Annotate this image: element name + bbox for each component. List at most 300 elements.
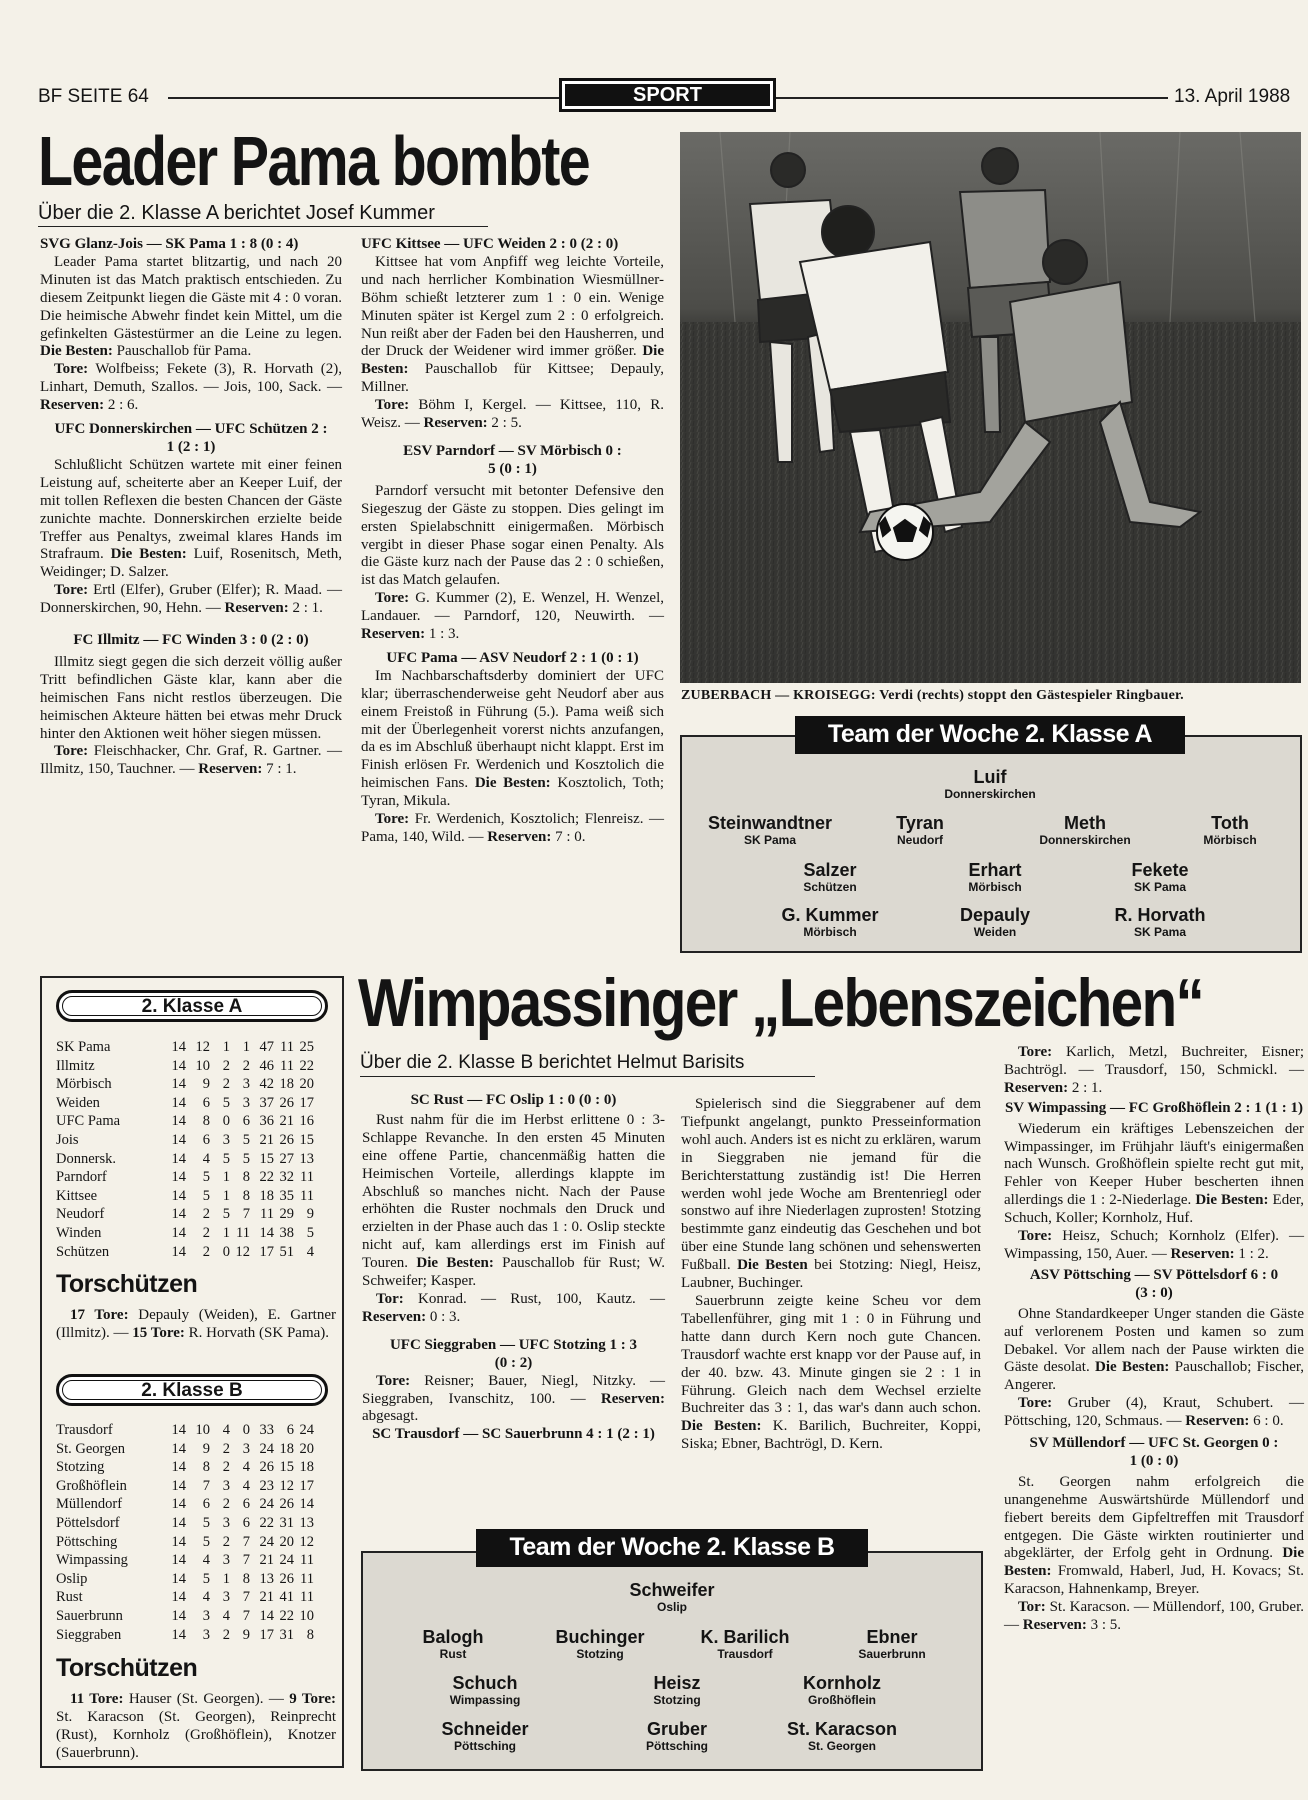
stat-cell: 21 xyxy=(259,1589,274,1606)
stat-cell: 1 xyxy=(222,1187,230,1204)
match-goals: Tor: St. Karacson. — Müllendorf, 100, Gruber. — Reserven: 3 : 5. xyxy=(1004,1599,1305,1634)
team-name-cell: Müllendorf xyxy=(56,1496,123,1513)
stat-cell: 26 xyxy=(279,1094,294,1111)
stat-cell: 7 xyxy=(242,1607,250,1624)
stat-cell: 14 xyxy=(171,1224,186,1241)
match-goals: Tore: Karlich, Metzl, Buchreiter, Eisner; Bachtrögl. — Trausdorf, 150, Schmickl. — Reserven: 2 : 1. xyxy=(1004,1044,1305,1096)
team-name-cell: Oslip xyxy=(56,1570,88,1587)
match-heading: FC Illmitz — FC Winden 3 : 0 (2 : 0) xyxy=(73,632,309,649)
section-label-box xyxy=(559,78,776,112)
stat-cell: 10 xyxy=(195,1057,210,1074)
stat-cell: 29 xyxy=(279,1206,294,1223)
stat-cell: 5 xyxy=(202,1169,210,1186)
stat-cell: 26 xyxy=(259,1459,274,1476)
match-heading: UFC Pama — ASV Neudorf 2 : 1 (0 : 1) xyxy=(386,649,639,666)
team-name-cell: Winden xyxy=(56,1224,102,1241)
stat-cell: 1 xyxy=(222,1570,230,1587)
player-entry: Schweifer Oslip xyxy=(629,1580,715,1614)
table-row xyxy=(56,1038,314,1057)
stat-cell: 20 xyxy=(279,1533,294,1550)
stat-cell: 5 xyxy=(242,1131,250,1148)
stat-cell: 3 xyxy=(222,1477,230,1494)
match-report: Ohne Standardkeeper Unger standen die Gäste auf verlorenem Posten und kamen so zum Debakel. Vor allem nach der Pause wirkten die Gäste desolat. Die Besten: Pauschallob; Fischer, Angerer. xyxy=(1004,1305,1304,1394)
player-entry: Kornholz Großhöflein xyxy=(803,1673,881,1707)
player-entry: Tyran Neudorf xyxy=(896,813,944,847)
stat-cell: 5 xyxy=(222,1150,230,1167)
table-row xyxy=(56,1440,314,1459)
team-name-cell: Jois xyxy=(56,1131,79,1148)
stat-cell: 14 xyxy=(171,1243,186,1260)
stat-cell: 6 xyxy=(202,1094,210,1111)
stat-cell: 0 xyxy=(222,1243,230,1260)
match-report: Im Nachbarschaftsderby dominiert der UFC klar; überraschenderweise geht Neudorf aber aus einem Freistoß in Führung (5.). Pama weiß sich mit der Überlegenheit vorerst nichts anzufangen, da es im Abschluß überhaupt nicht klappt. Erst im Finish erlösen Fr. Werdenich und Kosztolich die heimischen Fans. Die Besten: Kosztolich, Toth; Tyran, Mikula. xyxy=(361,667,664,810)
player-entry: G. Kummer Mörbisch xyxy=(781,905,879,939)
player-entry: Toth Mörbisch xyxy=(1203,813,1257,847)
team-of-week-b-title: Team der Woche 2. Klasse B xyxy=(476,1529,868,1567)
match-report: Parndorf versucht mit betonter Defensive den Siegeszug der Gäste zu stoppen. Dies gelingt im ersten Spielabschnitt einigermaßen. Mörbisch vergibt in dieser Phase sogar einen Penalty. Als die Gäste kurz nach der Pause das 2 : 0 schießen, ist das Match gelaufen. xyxy=(361,482,664,589)
team-of-week-a-title: Team der Woche 2. Klasse A xyxy=(795,716,1185,754)
table-row xyxy=(56,1112,314,1131)
team-name-cell: Sieggraben xyxy=(56,1626,122,1643)
stat-cell: 25 xyxy=(299,1039,314,1055)
football-scene-illustration xyxy=(680,132,1301,683)
player-entry: Erhart Mörbisch xyxy=(968,860,1022,894)
stat-cell: 4 xyxy=(202,1589,210,1606)
stat-cell: 5 xyxy=(242,1150,250,1167)
stat-cell: 18 xyxy=(259,1187,274,1204)
match-heading: SV Wimpassing — FC Großhöflein 2 : 1 (1 : 1) xyxy=(1004,1099,1304,1116)
stat-cell: 17 xyxy=(299,1094,314,1111)
stat-cell: 11 xyxy=(300,1589,314,1606)
player-entry: Schneider Pöttsching xyxy=(441,1719,529,1753)
stat-cell: 6 xyxy=(242,1113,250,1130)
stat-cell: 12 xyxy=(195,1039,210,1055)
stat-cell: 14 xyxy=(171,1514,186,1531)
stat-cell: 11 xyxy=(300,1187,314,1204)
section-label: SPORT xyxy=(565,84,770,106)
stat-cell: 33 xyxy=(259,1422,274,1438)
stat-cell: 14 xyxy=(171,1039,186,1055)
stat-cell: 11 xyxy=(280,1057,294,1074)
stat-cell: 7 xyxy=(242,1533,250,1550)
match-goals: Tore: Wolfbeiss; Fekete (3), R. Horvath (2), Linhart, Demuth, Szallos. — Jois, 100, Sack. — Reserven: 2 : 6. xyxy=(40,361,342,414)
scorers-a: 17 Tore: Depauly (Weiden), E. Gartner (Illmitz). — 15 Tore: R. Horvath (SK Pama). xyxy=(56,1307,337,1341)
match-report: Sauerbrunn zeigte keine Scheu vor dem Tabellenführer, ging mit 1 : 0 in Führung und hatte dann durch Kern noch gute Chancen. Trausdorf wachte erst knapp vor der Pause auf, in der 40. bzw. 43. Minute gingen sie 2 : 1 in Führung. Gleich nach dem Wechsel erzielte Buchreiter das 3 : 1, das war's dann auch schon. Die Besten: K. Barilich, Buchreiter, Koppi, Siska; Ebner, Bachtrögl, D. Kern. xyxy=(681,1292,981,1453)
stat-cell: 4 xyxy=(242,1459,250,1476)
subhead-a: Über die 2. Klasse A berichtet Josef Kummer xyxy=(38,202,488,227)
stat-cell: 14 xyxy=(171,1477,186,1494)
scorers-title-a: Torschützen xyxy=(56,1270,198,1298)
stat-cell: 6 xyxy=(242,1496,250,1513)
stat-cell: 14 xyxy=(259,1224,274,1241)
stat-cell: 22 xyxy=(299,1057,314,1074)
match-heading: SC Rust — FC Oslip 1 : 0 (0 : 0) xyxy=(410,1092,617,1108)
stat-cell: 14 xyxy=(299,1496,314,1513)
match-goals: Tore: Fleischhacker, Chr. Graf, R. Gartner. — Illmitz, 150, Tauchner. — Reserven: 7 : 1. xyxy=(40,743,342,778)
stat-cell: 20 xyxy=(299,1440,314,1457)
player-entry: Meth Donnerskirchen xyxy=(1039,813,1131,847)
stat-cell: 14 xyxy=(171,1076,186,1093)
stat-cell: 9 xyxy=(202,1076,210,1093)
stat-cell: 8 xyxy=(242,1169,250,1186)
player-entry: Depauly Weiden xyxy=(959,905,1031,939)
stat-cell: 26 xyxy=(279,1496,294,1513)
article-b-col-1 xyxy=(362,1092,665,1532)
article-a-col-1 xyxy=(40,236,342,779)
stat-cell: 14 xyxy=(171,1113,186,1130)
team-name-cell: Trausdorf xyxy=(56,1422,113,1438)
stat-cell: 21 xyxy=(279,1113,294,1130)
player-entry: Schuch Wimpassing xyxy=(449,1673,521,1707)
stat-cell: 6 xyxy=(242,1514,250,1531)
stat-cell: 24 xyxy=(299,1422,314,1438)
header-rule-right xyxy=(776,97,1168,99)
stat-cell: 14 xyxy=(171,1459,186,1476)
stat-cell: 3 xyxy=(202,1607,210,1624)
stat-cell: 2 xyxy=(222,1626,230,1643)
player-entry: Ebner Sauerbrunn xyxy=(858,1627,926,1661)
stat-cell: 27 xyxy=(279,1150,294,1167)
table-row xyxy=(56,1224,314,1243)
stat-cell: 3 xyxy=(202,1626,210,1643)
stat-cell: 3 xyxy=(222,1589,230,1606)
player-entry: Fekete SK Pama xyxy=(1131,860,1189,894)
stat-cell: 24 xyxy=(279,1552,294,1569)
stat-cell: 2 xyxy=(222,1459,230,1476)
stat-cell: 11 xyxy=(260,1206,274,1223)
match-heading: UFC Kittsee — UFC Weiden 2 : 0 (2 : 0) xyxy=(361,236,619,252)
stat-cell: 2 xyxy=(222,1440,230,1457)
match-heading: SV Müllendorf — UFC St. Georgen 0 : 1 (0 : 0) xyxy=(1029,1435,1279,1469)
table-row xyxy=(56,1588,314,1607)
stat-cell: 14 xyxy=(171,1187,186,1204)
photo-caption: ZUBERBACH — KROISEGG: Verdi (rechts) stoppt den Gästespieler Ringbauer. xyxy=(681,688,1184,703)
stat-cell: 23 xyxy=(259,1477,274,1494)
stat-cell: 4 xyxy=(222,1422,230,1438)
table-row xyxy=(56,1458,314,1477)
team-name-cell: Illmitz xyxy=(56,1057,95,1074)
stat-cell: 14 xyxy=(171,1552,186,1569)
stat-cell: 11 xyxy=(236,1224,250,1241)
page-number: BF SEITE 64 xyxy=(38,86,149,107)
stat-cell: 4 xyxy=(202,1150,210,1167)
stat-cell: 5 xyxy=(202,1570,210,1587)
match-goals: Tore: Fr. Werdenich, Kosztolich; Flenreisz. — Pama, 140, Wild. — Reserven: 7 : 0. xyxy=(361,811,664,845)
team-name-cell: Weiden xyxy=(56,1094,100,1111)
player-entry: Heisz Stotzing xyxy=(653,1673,701,1707)
stat-cell: 13 xyxy=(299,1514,314,1531)
stat-cell: 8 xyxy=(202,1459,210,1476)
team-name-cell: Mörbisch xyxy=(56,1076,112,1093)
stat-cell: 10 xyxy=(299,1607,314,1624)
match-heading: UFC Donnerskirchen — UFC Schützen 2 : 1 (2 : 1) xyxy=(54,421,328,455)
table-row xyxy=(56,1551,314,1570)
team-name-cell: UFC Pama xyxy=(56,1113,121,1130)
stat-cell: 5 xyxy=(306,1224,314,1241)
stat-cell: 18 xyxy=(299,1459,314,1476)
stat-cell: 22 xyxy=(259,1514,274,1531)
team-name-cell: Großhöflein xyxy=(56,1477,127,1494)
stat-cell: 8 xyxy=(242,1570,250,1587)
stat-cell: 13 xyxy=(299,1150,314,1167)
table-row xyxy=(56,1607,314,1626)
team-name-cell: SK Pama xyxy=(56,1039,111,1055)
stat-cell: 14 xyxy=(171,1626,186,1643)
team-name-cell: Donnersk. xyxy=(56,1150,117,1167)
team-name-cell: Wimpassing xyxy=(56,1552,128,1569)
stat-cell: 7 xyxy=(242,1589,250,1606)
match-photo xyxy=(680,132,1301,683)
match-goals: Tor: Konrad. — Rust, 100, Kautz. — Reserven: 0 : 3. xyxy=(362,1290,665,1325)
stat-cell: 22 xyxy=(259,1169,274,1186)
team-name-cell: Pöttelsdorf xyxy=(56,1514,120,1531)
stat-cell: 8 xyxy=(202,1113,210,1130)
team-name-cell: Parndorf xyxy=(56,1169,107,1186)
stat-cell: 7 xyxy=(242,1206,250,1223)
stat-cell: 14 xyxy=(171,1440,186,1457)
stat-cell: 4 xyxy=(242,1477,250,1494)
table-row xyxy=(56,1057,314,1076)
stat-cell: 24 xyxy=(259,1533,274,1550)
article-a-col-2 xyxy=(361,236,664,847)
player-entry: Salzer Schützen xyxy=(803,860,857,894)
stat-cell: 17 xyxy=(259,1243,274,1260)
stat-cell: 37 xyxy=(259,1094,274,1111)
stat-cell: 15 xyxy=(259,1150,274,1167)
stat-cell: 9 xyxy=(202,1440,210,1457)
player-entry: Luif Donnerskirchen xyxy=(944,767,1036,801)
stat-cell: 14 xyxy=(171,1496,186,1513)
stat-cell: 1 xyxy=(222,1224,230,1241)
stat-cell: 7 xyxy=(202,1477,210,1494)
match-report: St. Georgen nahm erfolgreich die unangenehme Auswärtshürde Müllendorf und fiebert bereits dem Gipfeltreffen mit Trausdorf entgegen. Die Gäste wirkten routinierter und abgeklärter, der Erfolg geht in Ordnung. Die Besten: Fromwald, Haberl, Jud, H. Kovacs; St. Karacson, Hahnenkamp, Breyer. xyxy=(1004,1473,1304,1598)
headline-b: Wimpassinger „Lebenszeichen“ xyxy=(358,965,1204,1041)
player-entry: R. Horvath SK Pama xyxy=(1114,905,1206,939)
stat-cell: 42 xyxy=(259,1076,274,1093)
stat-cell: 9 xyxy=(306,1206,314,1223)
subhead-b: Über die 2. Klasse B berichtet Helmut Barisits xyxy=(360,1052,815,1077)
stat-cell: 17 xyxy=(259,1626,274,1643)
stat-cell: 2 xyxy=(202,1224,210,1241)
stat-cell: 14 xyxy=(171,1422,186,1438)
stat-cell: 36 xyxy=(259,1113,274,1130)
stat-cell: 3 xyxy=(242,1094,250,1111)
player-entry: St. Karacson St. Georgen xyxy=(786,1719,898,1753)
match-report: Spielerisch sind die Sieggrabener auf dem Tiefpunkt angelangt, punkto Presseinformation wohl auch. Anders ist es nicht zu erklären, warum in Sieggraben nie jemand für die Berichterstattung zuständig ist! Die Herren werden wohl jede Woche am Brentenriegl oder sonstwo auf ihre Niederlagen zuprosten! Stotzing bestimmte ganz eindeutig das Geschehen und bot über eine Stunde lang schönen und sehenswerten Fußball. Die Besten bei Stotzing: Niegl, Heisz, Laubner, Buchinger. xyxy=(681,1096,981,1292)
article-b-col-2 xyxy=(681,1092,981,1532)
stat-cell: 6 xyxy=(286,1422,294,1438)
stat-cell: 14 xyxy=(171,1533,186,1550)
table-row xyxy=(56,1421,314,1440)
stat-cell: 14 xyxy=(171,1057,186,1074)
player-entry: K. Barilich Trausdorf xyxy=(700,1627,790,1661)
match-report: Leader Pama startet blitzartig, und nach 20 Minuten ist das Match praktisch entschieden. Zu diesem Zeitpunkt liegen die Gäste mit 4 : 0 voran. Die heimische Abwehr findet kein Mittel, um die gefinkelten Gästestürmer an die Leine zu legen. Die Besten: Pauschallob für Pama. xyxy=(40,253,342,360)
stat-cell: 5 xyxy=(202,1533,210,1550)
stat-cell: 6 xyxy=(202,1131,210,1148)
table-row xyxy=(56,1626,314,1645)
table-row xyxy=(56,1075,314,1094)
team-name-cell: Sauerbrunn xyxy=(56,1607,123,1624)
match-goals: Tore: Reisner; Bauer, Niegl, Nitzky. — Sieggraben, Ivanschitz, 100. — Reserven: abgesagt. xyxy=(362,1372,665,1425)
standings-box xyxy=(40,976,344,1768)
stat-cell: 24 xyxy=(259,1496,274,1513)
stat-cell: 14 xyxy=(171,1206,186,1223)
scorers-title-b: Torschützen xyxy=(56,1654,198,1682)
stat-cell: 13 xyxy=(259,1570,274,1587)
team-name-cell: Schützen xyxy=(56,1243,110,1260)
stat-cell: 9 xyxy=(242,1626,250,1643)
stat-cell: 17 xyxy=(299,1477,314,1494)
headline-a: Leader Pama bombte xyxy=(38,122,590,200)
stat-cell: 26 xyxy=(279,1131,294,1148)
stat-cell: 31 xyxy=(279,1514,294,1531)
stat-cell: 3 xyxy=(222,1131,230,1148)
match-goals: Tore: Gruber (4), Kraut, Schubert. — Pöttsching, 120, Schmaus. — Reserven: 6 : 0. xyxy=(1004,1395,1304,1430)
table-row xyxy=(56,1131,314,1150)
stat-cell: 5 xyxy=(202,1514,210,1531)
stat-cell: 15 xyxy=(279,1459,294,1476)
stat-cell: 2 xyxy=(242,1057,250,1074)
stat-cell: 1 xyxy=(242,1039,250,1055)
standings-table-a xyxy=(56,1038,314,1261)
football xyxy=(877,504,933,560)
standings-table-b xyxy=(56,1421,314,1644)
stat-cell: 14 xyxy=(171,1094,186,1111)
stat-cell: 18 xyxy=(279,1076,294,1093)
match-report: Schlußlicht Schützen wartete mit einer feinen Leistung auf, scheiterte aber an Keeper Luif, der mit tollen Reflexen die besten Chancen der Gäste zunichte machte. Donnerskirchen erzielte beide Treffer aus Penaltys, zweimal klares Hands im Strafraum. Die Besten: Luif, Rosenitsch, Meth, Weidinger; D. Salzer. xyxy=(40,456,342,581)
header-rule-left xyxy=(168,97,559,99)
stat-cell: 3 xyxy=(222,1552,230,1569)
stat-cell: 11 xyxy=(280,1039,294,1055)
stat-cell: 35 xyxy=(279,1187,294,1204)
stat-cell: 11 xyxy=(300,1570,314,1587)
stat-cell: 11 xyxy=(300,1552,314,1569)
stat-cell: 26 xyxy=(279,1570,294,1587)
match-heading: SVG Glanz-Jois — SK Pama 1 : 8 (0 : 4) xyxy=(40,236,299,252)
stat-cell: 12 xyxy=(279,1477,294,1494)
stat-cell: 21 xyxy=(259,1131,274,1148)
table-row xyxy=(56,1477,314,1496)
player-entry: Balogh Rust xyxy=(422,1627,484,1661)
stat-cell: 31 xyxy=(279,1626,294,1643)
stat-cell: 14 xyxy=(171,1570,186,1587)
stat-cell: 2 xyxy=(202,1206,210,1223)
match-goals: Tore: G. Kummer (2), E. Wenzel, H. Wenzel, Landauer. — Parndorf, 120, Neuwirth. — Reserven: 1 : 3. xyxy=(361,590,665,643)
player-entry: Buchinger Stotzing xyxy=(555,1627,645,1661)
table-row xyxy=(56,1570,314,1589)
stat-cell: 20 xyxy=(299,1076,314,1093)
stat-cell: 0 xyxy=(242,1422,250,1438)
stat-cell: 7 xyxy=(242,1552,250,1569)
match-heading: SC Trausdorf — SC Sauerbrunn 4 : 1 (2 : 1) xyxy=(372,1426,655,1443)
stat-cell: 6 xyxy=(202,1496,210,1513)
stat-cell: 11 xyxy=(300,1169,314,1186)
match-heading: ESV Parndorf — SV Mörbisch 0 : 5 (0 : 1) xyxy=(403,442,622,477)
match-goals: Tore: Ertl (Elfer), Gruber (Elfer); R. Maad. — Donnerskirchen, 90, Hehn. — Reserven: 2 : 1. xyxy=(40,582,342,617)
team-name-cell: Stotzing xyxy=(56,1459,105,1476)
stat-cell: 14 xyxy=(171,1589,186,1606)
match-heading: ASV Pöttsching — SV Pöttelsdorf 6 : 0 (3 : 0) xyxy=(1029,1266,1279,1301)
stat-cell: 2 xyxy=(222,1057,230,1074)
stat-cell: 4 xyxy=(306,1243,314,1260)
table-row xyxy=(56,1094,314,1113)
stat-cell: 5 xyxy=(222,1094,230,1111)
match-heading: UFC Sieggraben — UFC Stotzing 1 : 3 (0 : 2) xyxy=(389,1336,638,1371)
table-row xyxy=(56,1150,314,1169)
stat-cell: 22 xyxy=(279,1607,294,1624)
stat-cell: 4 xyxy=(222,1607,230,1624)
stat-cell: 32 xyxy=(279,1169,294,1186)
match-report: Kittsee hat vom Anpfiff weg leichte Vorteile, und nach herrlicher Kombination Wiesmüllner-Böhm schießt letzterer zum 1 : 0 ein. Wenige Minuten später ist Kergel zum 2 : 0 erfolgreich. Nun reißt aber der Faden bei den Hausherren, und der Druck der Weidener wird immer größer. Die Besten: Pauschallob für Kittsee; Depauly, Millner. xyxy=(361,253,665,396)
player-entry: Gruber Pöttsching xyxy=(646,1719,708,1753)
stat-cell: 51 xyxy=(279,1243,294,1260)
table-row xyxy=(56,1495,314,1514)
stat-cell: 2 xyxy=(202,1243,210,1260)
scorers-b: 11 Tore: Hauser (St. Georgen). — 9 Tore: St. Karacson (St. Georgen), Reinprecht (Rust), Kornholz (Großhöflein), Knotzer (Sauerbrunn). xyxy=(56,1691,337,1761)
table-row xyxy=(56,1187,314,1206)
team-name-cell: St. Georgen xyxy=(56,1440,126,1457)
stat-cell: 8 xyxy=(242,1187,250,1204)
stat-cell: 12 xyxy=(235,1243,250,1260)
stat-cell: 14 xyxy=(171,1169,186,1186)
table-row xyxy=(56,1533,314,1552)
table-b-header: 2. Klasse B xyxy=(56,1374,328,1406)
stat-cell: 2 xyxy=(222,1076,230,1093)
stat-cell: 18 xyxy=(279,1440,294,1457)
stat-cell: 3 xyxy=(242,1076,250,1093)
player-entry: Steinwandtner SK Pama xyxy=(707,813,832,847)
stat-cell: 3 xyxy=(242,1440,250,1457)
stat-cell: 14 xyxy=(171,1131,186,1148)
stat-cell: 24 xyxy=(259,1440,274,1457)
stat-cell: 15 xyxy=(299,1131,314,1148)
table-row xyxy=(56,1168,314,1187)
stat-cell: 16 xyxy=(299,1113,314,1130)
stat-cell: 12 xyxy=(299,1533,314,1550)
table-row xyxy=(56,1243,314,1262)
stat-cell: 4 xyxy=(202,1552,210,1569)
match-goals: Tore: Heisz, Schuch; Kornholz (Elfer). — Wimpassing, 150, Auer. — Reserven: 1 : 2. xyxy=(1004,1228,1304,1262)
table-a-header: 2. Klasse A xyxy=(56,990,328,1022)
stat-cell: 38 xyxy=(279,1224,294,1241)
team-name-cell: Neudorf xyxy=(56,1206,105,1223)
match-report: Illmitz siegt gegen die sich derzeit völlig außer Tritt befindlichen Gäste klar, kann aber die heimischen Fans nicht restlos überzeugen. Die heimischen Akteure hätten bei etwas mehr Druck hinter den Aktionen weit höher siegen müssen. xyxy=(40,653,342,742)
stat-cell: 0 xyxy=(222,1113,230,1130)
stat-cell: 14 xyxy=(171,1607,186,1624)
stat-cell: 41 xyxy=(279,1589,294,1606)
stat-cell: 14 xyxy=(171,1150,186,1167)
team-name-cell: Pöttsching xyxy=(56,1533,118,1550)
stat-cell: 10 xyxy=(195,1422,210,1438)
stat-cell: 5 xyxy=(202,1187,210,1204)
stat-cell: 47 xyxy=(259,1039,274,1055)
match-report: Wiederum ein kräftiges Lebenszeichen der Wimpassinger, im Frühjahr läuft's einigermaßen nach Wunsch. Großhöflein spielte recht gut mit, Fehler von Keeper Huber bescherten ihnen allerdings die 1 : 2-Niederlage. Die Besten: Eder, Schuch, Koller; Kornholz, Huf. xyxy=(1004,1120,1305,1227)
article-b-col-3 xyxy=(1004,1044,1304,1635)
stat-cell: 8 xyxy=(306,1626,314,1643)
stat-cell: 1 xyxy=(222,1169,230,1186)
table-row xyxy=(56,1205,314,1224)
team-name-cell: Kittsee xyxy=(56,1187,98,1204)
team-name-cell: Rust xyxy=(56,1589,83,1606)
issue-date: 13. April 1988 xyxy=(1174,86,1291,107)
match-goals: Tore: Böhm I, Kergel. — Kittsee, 110, R. Weisz. — Reserven: 2 : 5. xyxy=(361,397,664,432)
stat-cell: 46 xyxy=(259,1057,274,1074)
stat-cell: 5 xyxy=(222,1206,230,1223)
match-report: Rust nahm für die im Herbst erlittene 0 : 3-Schlappe Revanche. In den ersten 45 Minuten eine offene Partie, chancenmäßig hatten die Heimischen Vorteile, allerdings klappte im Abschluß so manches nicht. Nach der Pause erhöhten die Ruster nochmals den Druck und erzielten in der Phase auch das 1 : 0. Oslip steckte nicht auf, kam allerdings erst im Finish auf Touren. Die Besten: Pauschallob für Rust; W. Schweifer; Kasper. xyxy=(362,1111,666,1290)
stat-cell: 1 xyxy=(222,1039,230,1055)
stat-cell: 21 xyxy=(259,1552,274,1569)
table-row xyxy=(56,1514,314,1533)
